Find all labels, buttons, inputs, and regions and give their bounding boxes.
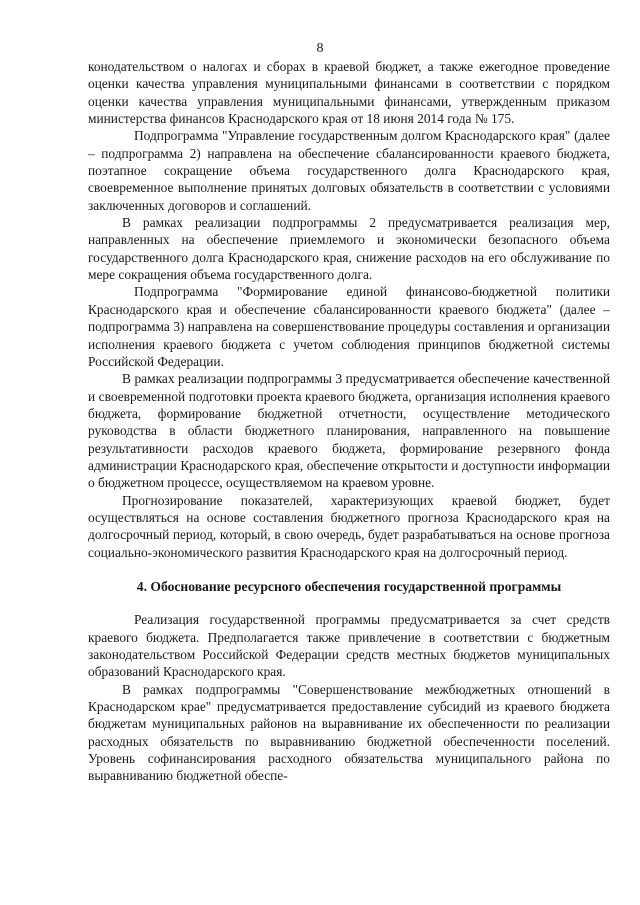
- paragraph-interbudget-subsidies: В рамках подпрограммы "Совершенствование межбюджетных отношений в Краснодарском крае" предусматривается предоставление субсидий из краевого бюджета бюджетам муниципальных районов на выравнивание их обеспеченности по реализации расходных обязательств по выравниванию бюджетной обеспеченности поселений. Уровень софинансирования расходного обязательства муниципального района по выравниванию бюджетной обеспе-: [88, 681, 610, 784]
- paragraph-forecasting: Прогнозирование показателей, характеризующих краевой бюджет, будет осуществляться на основе составления бюджетного прогноза Краснодарского края на долгосрочный период, который, в свою очередь, будет разрабатываться на основе прогноза социально-экономического развития Краснодарского края на долгосрочный период.: [88, 492, 610, 560]
- paragraph-subprogram-2: Подпрограмма "Управление государственным долгом Краснодарского края" (далее – подпрограмма 2) направлена на обеспечение сбалансированности краевого бюджета, поэтапное сокращение объема государственного долга Краснодарского края, своевременное выполнение принятых долговых обязательств в соответствии с условиями заключенных договоров и соглашений.: [88, 128, 610, 213]
- paragraph-continuation: конодательством о налогах и сборах в краевой бюджет, а также ежегодное проведение оценки качества управления муниципальными финансами в соответствии с порядком оценки качества управления муниципальными финансами, утвержденным приказом министерства финансов Краснодарского края от 18 июня 2014 года № 175.: [88, 59, 610, 127]
- paragraph-subprogram-3-measures: В рамках реализации подпрограммы 3 предусматривается обеспечение качественной и своевременной подготовки проекта краевого бюджета, организация исполнения краевого бюджета, формирование бюджетной отчетности, осуществление методического руководства в области бюджетного планирования, направленного на повышение результативности расходов краевого бюджета, формирование резервного фонда администрации Краснодарского края, обеспечение открытости и доступности информации о бюджетном процессе, осуществляемом на краевом уровне.: [88, 371, 610, 491]
- paragraph-resource-funding: Реализация государственной программы предусматривается за счет средств краевого бюджета. Предполагается также привлечение в соответствии с бюджетным законодательством Российской Федерации средств местных бюджетов муниципальных образований Краснодарского края.: [88, 612, 610, 680]
- paragraph-subprogram-2-measures: В рамках реализации подпрограммы 2 предусматривается реализация мер, направленных на обеспечение приемлемого и экономически безопасного объема государственного долга Краснодарского края, снижение расходов на его обслуживание по мере сокращения объема государственного долга.: [88, 215, 610, 283]
- paragraph-subprogram-3: Подпрограмма "Формирование единой финансово-бюджетной политики Краснодарского края и обеспечение сбалансированности краевого бюджета" (далее – подпрограмма 3) направлена на совершенствование процедуры составления и организации исполнения краевого бюджета с учетом соблюдения принципов бюджетной системы Российской Федерации.: [88, 284, 610, 369]
- document-body: [88, 58, 610, 785]
- page-number: 8: [316, 41, 324, 56]
- section-heading: 4. Обоснование ресурсного обеспечения государственной программы: [136, 578, 562, 594]
